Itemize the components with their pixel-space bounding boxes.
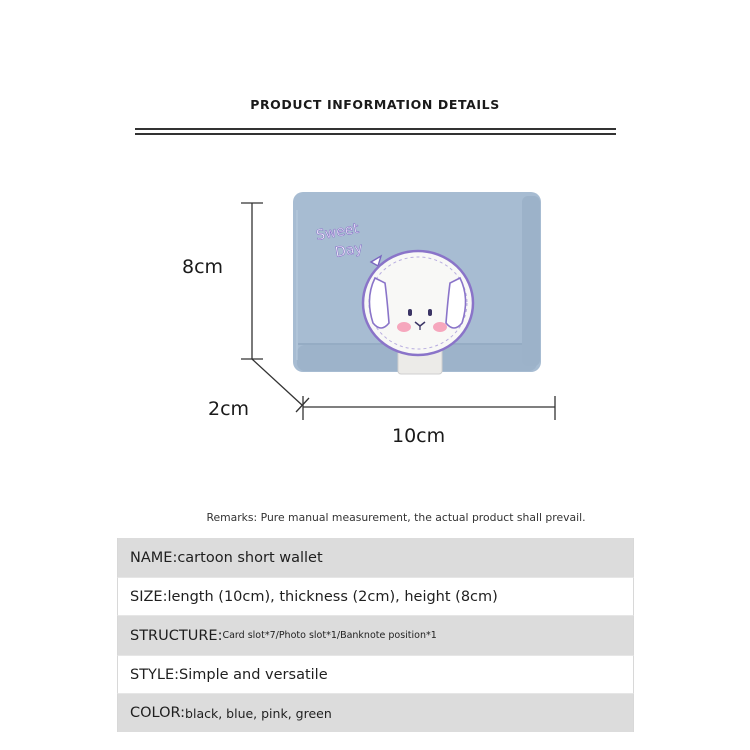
spec-key: STYLE: [130,666,180,683]
wallet-image [293,192,541,374]
length-dimension-line [303,396,555,420]
height-dimension-line [241,203,263,359]
spec-value: black, blue, pink, green [185,705,332,721]
wallet-print-text-line1: Sweet [314,220,361,244]
page-title: PRODUCT INFORMATION DETAILS [250,97,500,112]
spec-row-structure [117,616,634,655]
thickness-label: 2cm [208,398,250,420]
spec-value: Card slot*7/Photo slot*1/Banknote position*1 [222,630,437,641]
height-label: 8cm [182,256,224,278]
spec-key: COLOR: [130,705,186,721]
spec-key: NAME: [130,549,178,566]
spec-row-name [117,538,634,577]
spec-key: STRUCTURE: [130,627,223,644]
spec-key: SIZE: [130,588,168,605]
length-label: 10cm [392,425,446,447]
spec-value: Simple and versatile [179,666,328,683]
spec-row-style [117,655,634,694]
wallet-print-text-line2: Day [333,240,364,261]
spec-value: length (10cm), thickness (2cm), height (8cm) [167,588,498,605]
spec-row-color [117,694,634,732]
measurement-remark: Remarks: Pure manual measurement, the actual product shall prevail. [206,511,586,524]
spec-value: cartoon short wallet [177,549,323,566]
puppy-face-icon [363,251,473,355]
spec-row-size [117,577,634,616]
